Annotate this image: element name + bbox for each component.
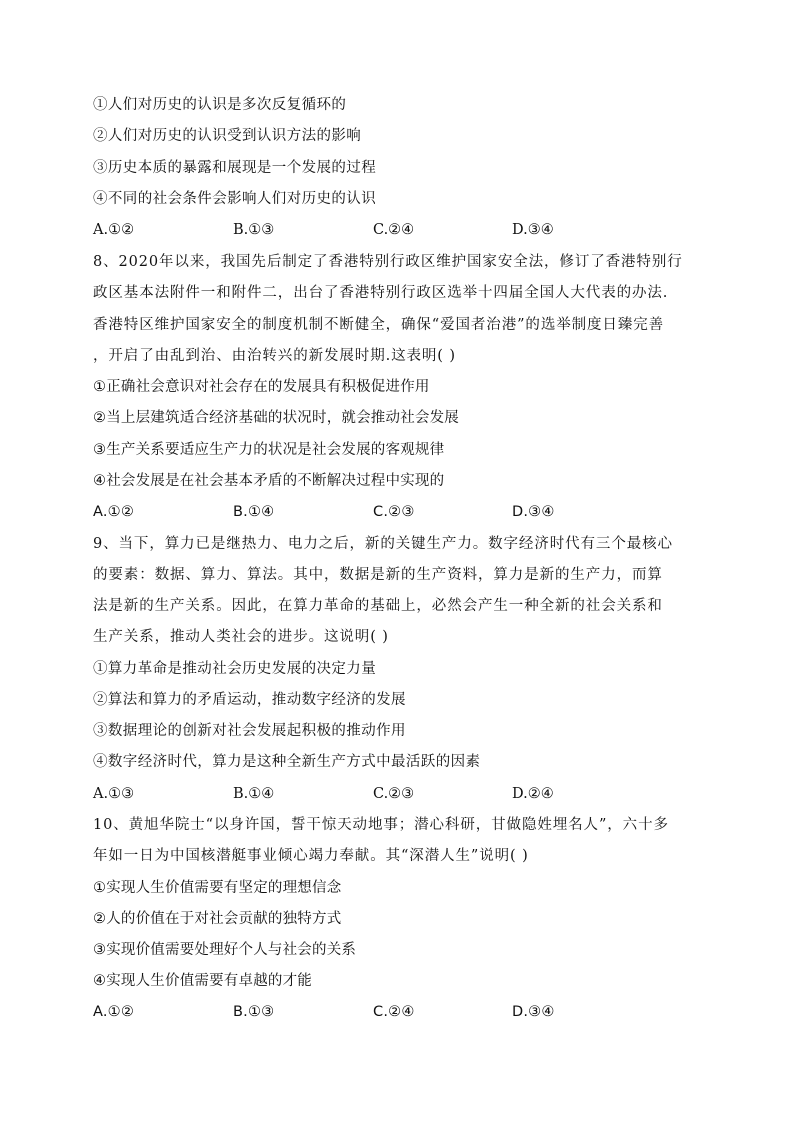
q8-option-a[interactable]: A.①② xyxy=(93,504,135,520)
q7-option-a[interactable]: A.①② xyxy=(93,222,135,238)
q10-options xyxy=(93,1002,693,1022)
q7-item-3: ③历史本质的暴露和展现是一个发展的过程 xyxy=(93,160,377,176)
q9-item-3: ③数据理论的创新对社会发展起积极的推动作用 xyxy=(93,723,406,739)
q10-option-c[interactable]: C.②④ xyxy=(373,1004,415,1020)
q8-stem-line-4: ，开启了由乱到治、由治转兴的新发展时期.这表明( ) xyxy=(93,348,456,364)
q10-stem-line-2: 年如一日为中国核潜艇事业倾心竭力奉献。其“深潜人生”说明( ) xyxy=(93,848,529,864)
q8-options xyxy=(93,502,693,522)
q8-option-d[interactable]: D.③④ xyxy=(512,504,555,520)
q9-stem-line-3: 法是新的生产关系。因此，在算力革命的基础上，必然会产生一种全新的社会关系和 xyxy=(93,598,663,614)
q10-option-d[interactable]: D.③④ xyxy=(512,1004,555,1020)
q9-item-4: ④数字经济时代，算力是这种全新生产方式中最活跃的因素 xyxy=(93,754,481,770)
q8-stem-line-2: 政区基本法附件一和附件二，出台了香港特别行政区选举十四届全国人大代表的办法. xyxy=(93,285,669,301)
q9-stem-line-2: 的要素：数据、算力、算法。其中，数据是新的生产资料，算力是新的生产力，而算 xyxy=(93,567,663,583)
q9-option-b[interactable]: B.①④ xyxy=(233,786,275,802)
q8-item-4: ④社会发展是在社会基本矛盾的不断解决过程中实现的 xyxy=(93,473,445,489)
q9-stem-line-1: 9、当下，算力已是继热力、电力之后，新的关键生产力。数字经济时代有三个最核心 xyxy=(93,536,673,552)
q7-option-c[interactable]: C.②④ xyxy=(373,222,415,238)
q10-stem-line-1: 10、黄旭华院士“以身许国，誓干惊天动地事；潜心科研，甘做隐姓埋名人”，六十多 xyxy=(93,817,669,833)
q8-stem-line-3: 香港特区维护国家安全的制度机制不断健全，确保“爱国者治港”的选举制度日臻完善 xyxy=(93,317,665,333)
q9-options xyxy=(93,784,693,804)
q7-item-4: ④不同的社会条件会影响人们对历史的认识 xyxy=(93,191,377,207)
q9-option-a[interactable]: A.①③ xyxy=(93,786,135,802)
q10-item-2: ②人的价值在于对社会贡献的独特方式 xyxy=(93,911,342,927)
q8-option-c[interactable]: C.②③ xyxy=(373,504,415,520)
q7-option-b[interactable]: B.①③ xyxy=(233,222,275,238)
q10-item-4: ④实现人生价值需要有卓越的才能 xyxy=(93,973,312,989)
q7-option-d[interactable]: D.③④ xyxy=(512,222,554,238)
q9-item-1: ①算力革命是推动社会历史发展的决定力量 xyxy=(93,661,377,677)
q9-item-2: ②算法和算力的矛盾运动，推动数字经济的发展 xyxy=(93,692,406,708)
q10-option-b[interactable]: B.①③ xyxy=(233,1004,275,1020)
q7-item-2: ②人们对历史的认识受到认识方法的影响 xyxy=(93,128,362,144)
q8-item-1: ①正确社会意识对社会存在的发展具有积极促进作用 xyxy=(93,379,430,395)
q9-stem-line-4: 生产关系，推动人类社会的进步。这说明( ) xyxy=(93,629,389,645)
q7-options xyxy=(93,220,693,240)
q10-option-a[interactable]: A.①② xyxy=(93,1004,135,1020)
q9-option-c[interactable]: C.②③ xyxy=(373,786,415,802)
q8-stem-line-1: 8、2020年以来，我国先后制定了香港特别行政区维护国家安全法，修订了香港特别行 xyxy=(93,254,683,270)
q10-item-1: ①实现人生价值需要有坚定的理想信念 xyxy=(93,880,342,896)
q8-item-2: ②当上层建筑适合经济基础的状况时，就会推动社会发展 xyxy=(93,410,459,426)
q9-option-d[interactable]: D.②④ xyxy=(512,786,554,802)
q8-option-b[interactable]: B.①④ xyxy=(233,504,275,520)
q10-item-3: ③实现价值需要处理好个人与社会的关系 xyxy=(93,942,357,958)
q8-item-3: ③生产关系要适应生产力的状况是社会发展的客观规律 xyxy=(93,442,445,458)
q7-item-1: ①人们对历史的认识是多次反复循环的 xyxy=(93,97,347,113)
